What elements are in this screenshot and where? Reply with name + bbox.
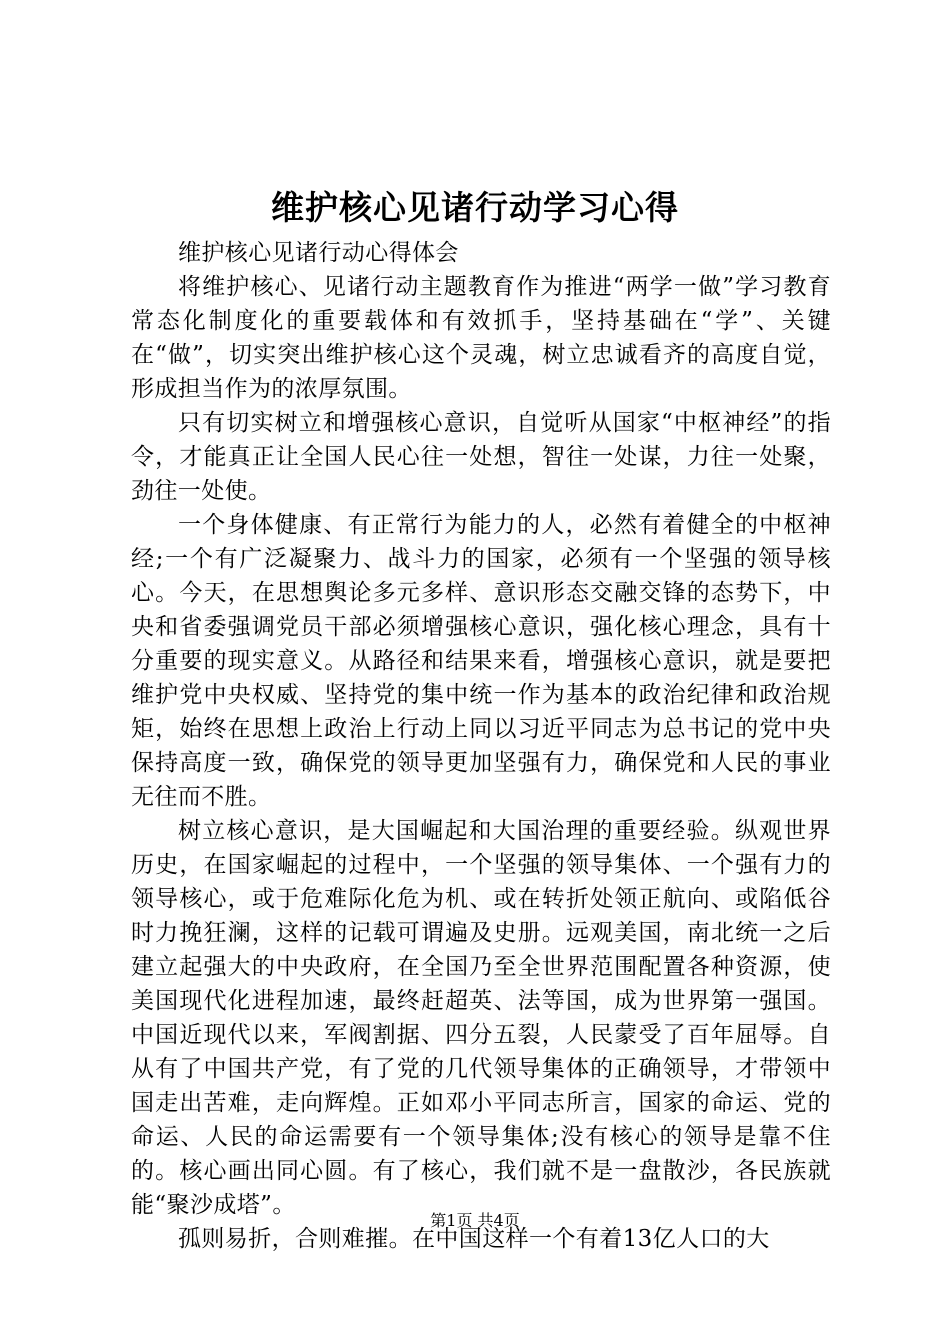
paragraph-4: 树立核心意识，是大国崛起和大国治理的重要经验。纵观世界历史，在国家崛起的过程中，一个坚强的领导集体、一个强有力的领导核心，或于危难际化危为机、或在转折处领正航向、或陷低谷时力挽狂澜，这样的记载可谓遍及史册。远观美国，南北统一之后建立起强大的中央政府，在全国乃至全世界范围配置各种资源，使美国现代化进程加速，最终赶超英、法等国，成为世界第一强国。中国近现代以来，军阀割据、四分五裂，人民蒙受了百年屈辱。自从有了中国共产党，有了党的几代领导集体的正确领导，才带领中国走出苦难，走向辉煌。正如邓小平同志所言，国家的命运、党的命运、人民的命运需要有一个领导集体;没有核心的领导是靠不住的。核心画出同心圆。有了核心，我们就不是一盘散沙，各民族就能“聚沙成塔”。 (131, 818, 831, 1218)
paragraph-3: 一个身体健康、有正常行为能力的人，必然有着健全的中枢神经;一个有广泛凝聚力、战斗力的国家，必须有一个坚强的领导核心。今天，在思想舆论多元多样、意识形态交融交锋的态势下，中央和省委强调党员干部必须增强核心意识，强化核心理念，具有十分重要的现实意义。从路径和结果来看，增强核心意识，就是要把维护党中央权威、坚持党的集中统一作为基本的政治纪律和政治规矩，始终在思想上政治上行动上同以习近平同志为总书记的党中央保持高度一致，确保党的领导更加坚强有力，确保党和人民的事业无往而不胜。 (131, 512, 831, 810)
document-title: 维护核心见诸行动学习心得 (271, 188, 679, 227)
document-subtitle: 维护核心见诸行动心得体会 (178, 240, 459, 266)
document-body (131, 236, 831, 1256)
paragraph-2: 只有切实树立和增强核心意识，自觉听从国家“中枢神经”的指令，才能真正让全国人民心往一处想，智往一处谋，力往一处聚，劲往一处使。 (131, 410, 831, 504)
paragraph-5: 孤则易折，合则难摧。在中国这样一个有着13亿人口的大 (178, 1226, 770, 1252)
paragraph-1: 将维护核心、见诸行动主题教育作为推进“两学一做”学习教育常态化制度化的重要载体和有效抓手，坚持基础在“学”、关键在“做”，切实突出维护核心这个灵魂，树立忠诚看齐的高度自觉，形成担当作为的浓厚氛围。 (131, 274, 831, 402)
page-number-footer: 第1页 共4页 (430, 1211, 520, 1230)
